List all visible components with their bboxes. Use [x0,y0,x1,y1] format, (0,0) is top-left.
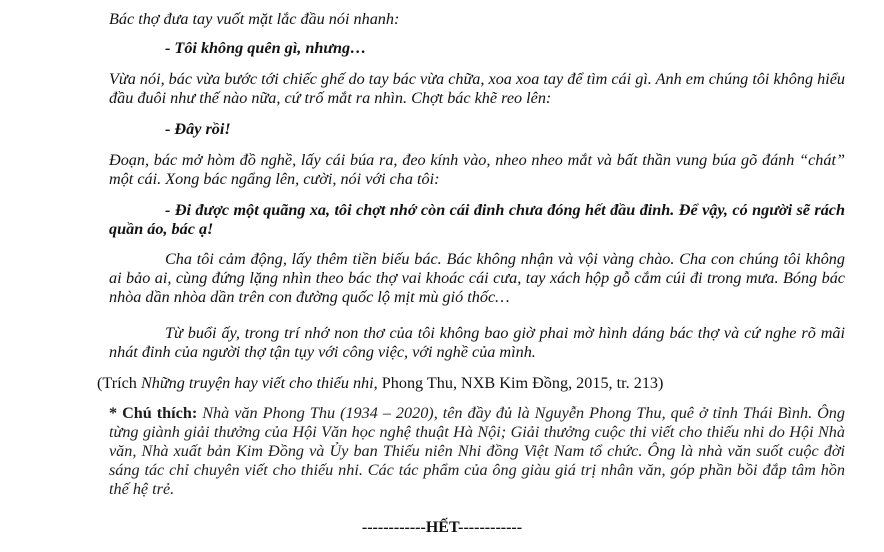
citation [97,374,663,393]
passage-paragraph-6: Từ buổi ấy, trong trí nhớ non thơ của tôi không bao giờ phai mờ hình dáng bác thợ và cứ nghe rõ mãi nhát đinh của người thợ tận tụy với công việc, với nghề của mình. [109,324,845,361]
footnote [109,404,845,499]
passage-paragraph-4: - Đi được một quãng xa, tôi chợt nhớ còn cái đinh chưa đóng hết đầu đinh. Để vậy, có người sẽ rách quần áo, bác ạ! [109,201,845,238]
passage-line-intro: Bác thợ đưa tay vuốt mặt lắc đầu nói nhanh: [109,10,400,28]
citation-open: (Trích [97,374,141,392]
dialogue-line-1: - Tôi không quên gì, nhưng… [165,39,367,57]
passage-paragraph-2: Vừa nói, bác vừa bước tới chiếc ghế do tay bác vừa chữa, xoa xoa tay để tìm cái gì. Anh em chúng tôi không hiểu đầu đuôi như thế nào nữa, cứ trố mắt ra nhìn. Chợt bác khẽ reo lên: [109,70,845,107]
citation-rest: , Phong Thu, NXB Kim Đồng, 2015, tr. 213) [373,374,664,392]
footnote-text: Nhà văn Phong Thu (1934 – 2020), tên đầy đủ là Nguyễn Phong Thu, quê ở tỉnh Thái Bình. Ông từng giành giải thưởng của Hội Văn học nghệ thuật Hà Nội; Giải thưởng cuộc thi viết cho thiếu nhi do Hội Nhà văn, Nhà xuất bản Kim Đồng và Ủy ban Thiếu niên Nhi đồng Việt Nam tổ chức. Ông là nhà văn suốt cuộc đời sáng tác chỉ chuyên viết cho thiếu nhi. Các tác phẩm của ông giàu giá trị nhân văn, góp phần bồi đắp tâm hồn thế hệ trẻ. [109,404,845,498]
dialogue-line-2: - Đây rồi! [165,120,231,138]
end-marker: ------------HẾT------------ [361,519,523,536]
footnote-label: * Chú thích: [109,404,198,422]
passage-paragraph-5: Cha tôi cảm động, lấy thêm tiền biếu bác. Bác không nhận và vội vàng chào. Cha con chúng tôi không ai bảo ai, cùng đứng lặng nhìn theo bác thợ vai khoác cái cưa, tay xách hộp gỗ cắm cúi đi trong mưa. Bóng bác nhòa dần nhòa dần trên con đường quốc lộ mịt mù gió thốc… [109,250,845,306]
passage-paragraph-3: Đoạn, bác mở hòm đồ nghề, lấy cái búa ra, đeo kính vào, nheo nheo mắt và bất thần vung búa gõ đánh “chát” một cái. Xong bác ngẩng lên, cười, nói với cha tôi: [109,151,845,188]
citation-title: Những truyện hay viết cho thiếu nhi [140,374,374,392]
